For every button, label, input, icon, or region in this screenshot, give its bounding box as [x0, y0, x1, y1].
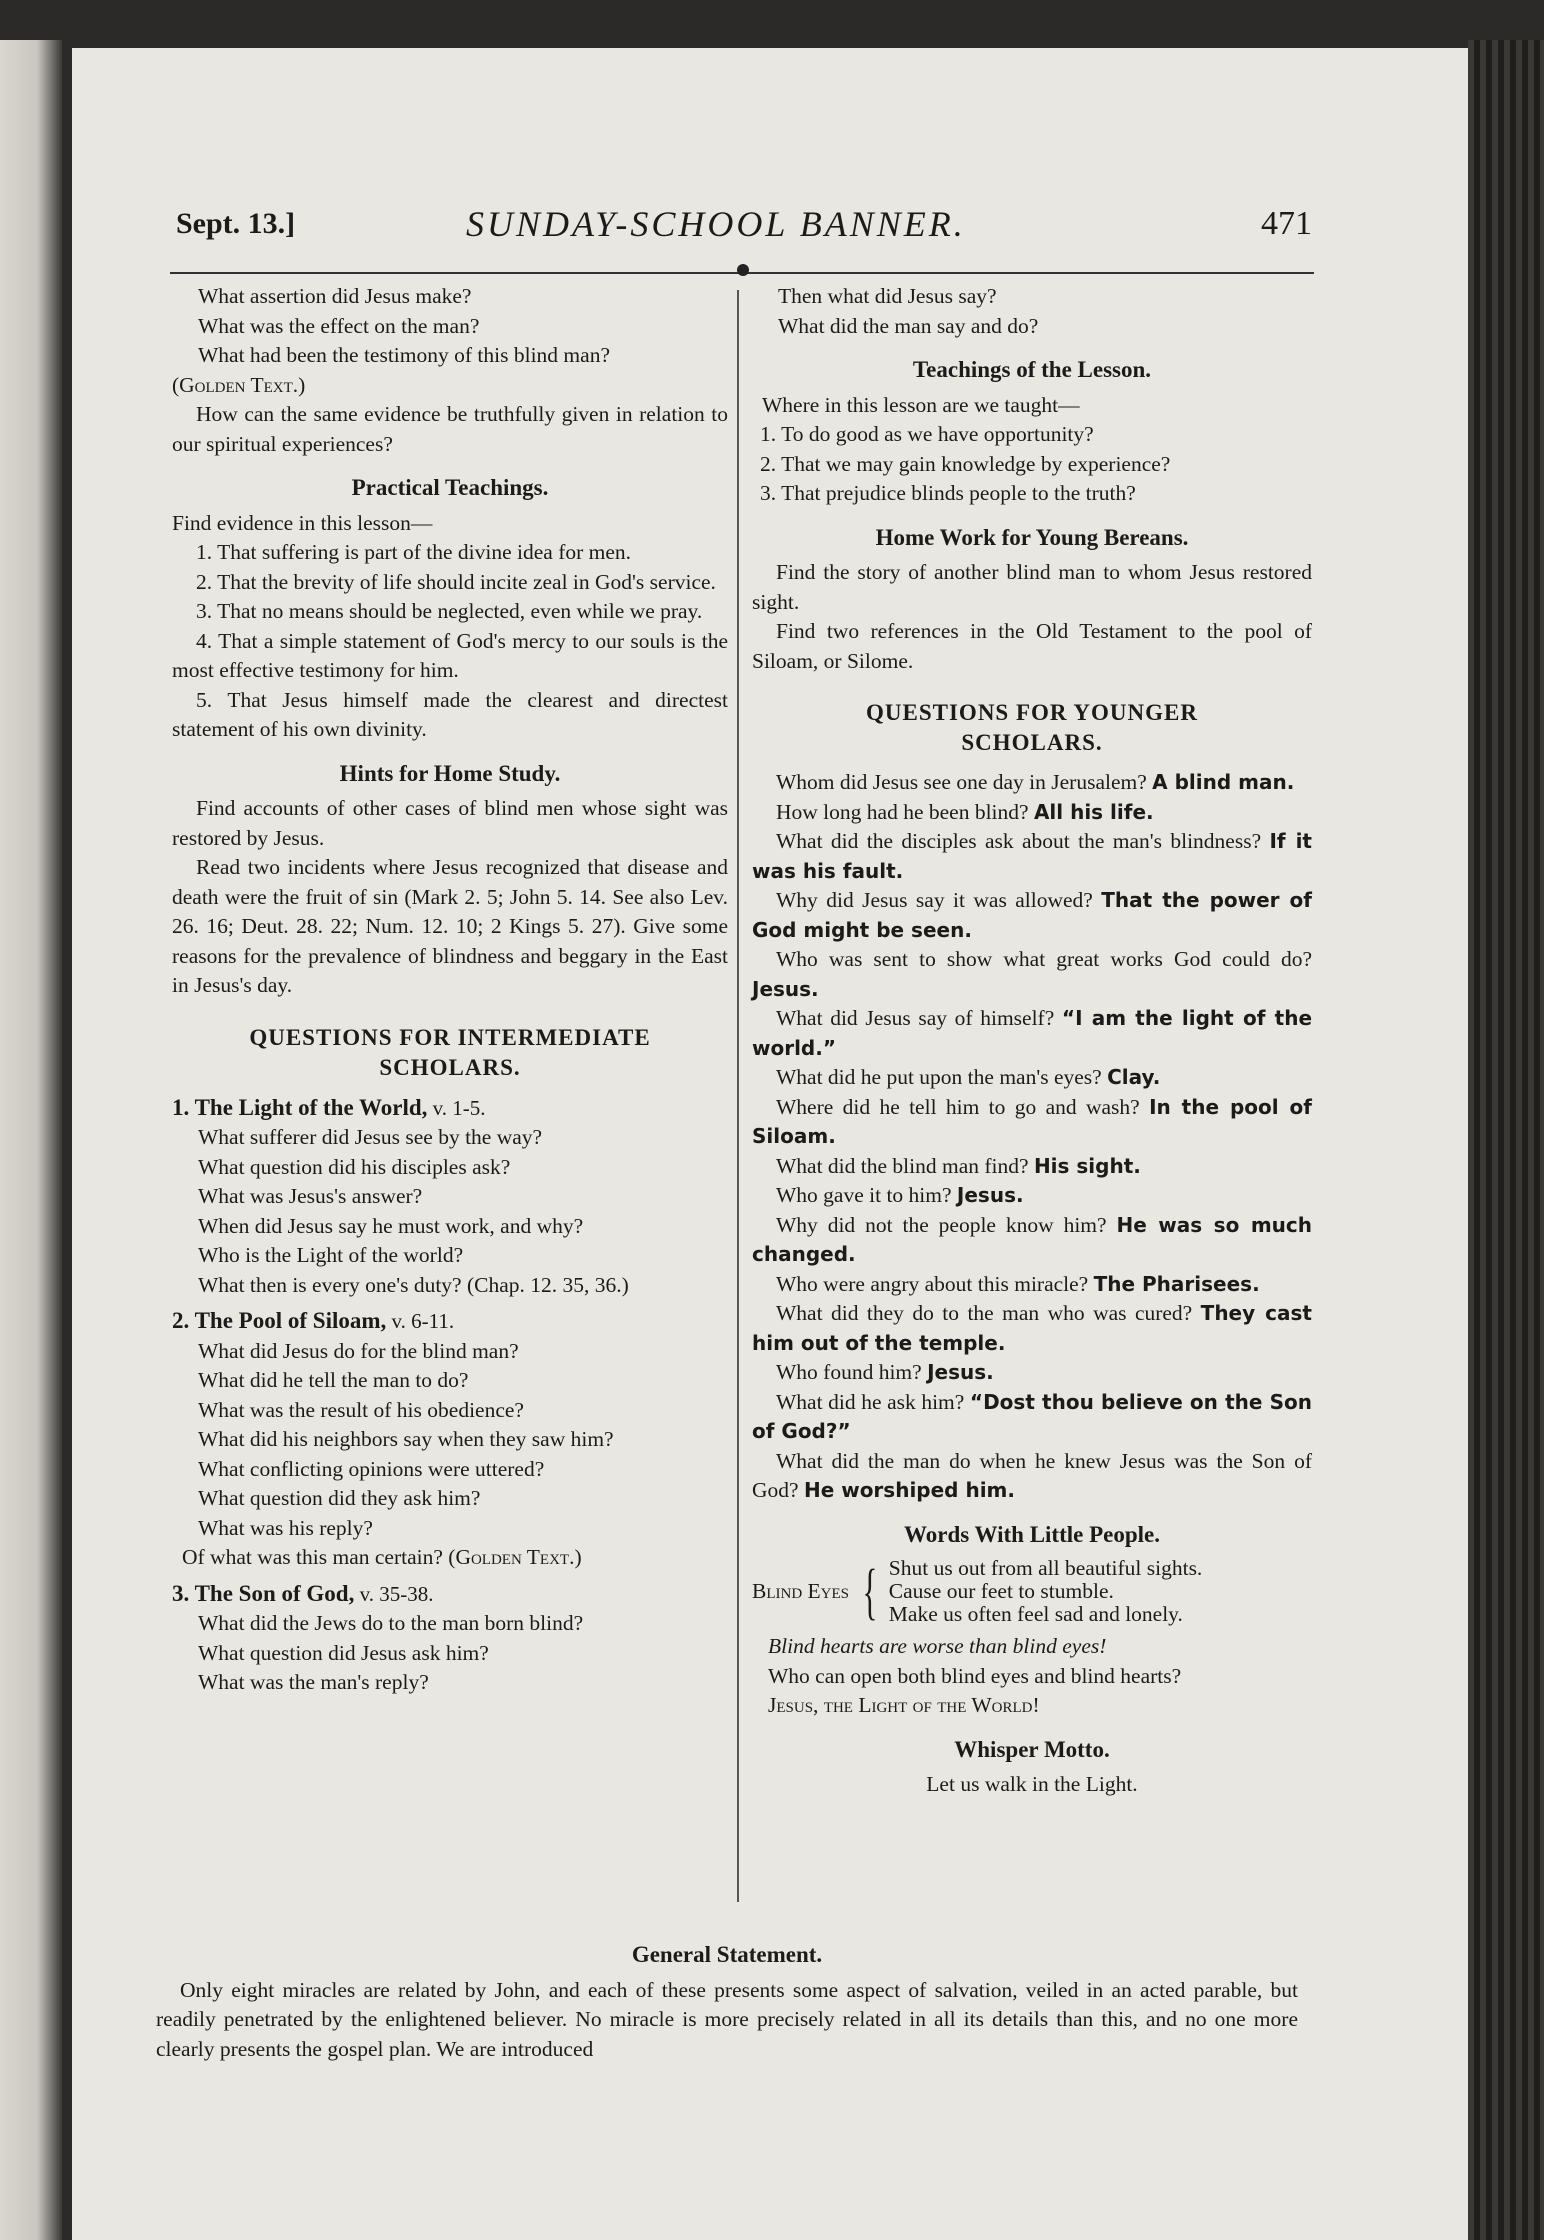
qa-item: What did the blind man find? His sight.	[776, 1153, 1141, 1178]
question: What question did his disciples ask?	[198, 1154, 511, 1179]
poem-label: Blind Eyes	[752, 1578, 850, 1603]
teachings-item: 1. To do good as we have opportunity?	[760, 422, 1094, 446]
question: What did his neighbors say when they saw him?	[198, 1427, 614, 1451]
brace-glyph: {	[862, 1557, 878, 1626]
question: What question did they ask him?	[198, 1486, 481, 1510]
qa-item: What did he put upon the man's eyes? Clay.	[776, 1065, 1161, 1089]
teachings-intro: Where in this lesson are we taught—	[762, 392, 1080, 417]
question: What did the Jews do to the man born blind?	[198, 1611, 584, 1635]
qa-item: Who gave it to him? Jesus.	[776, 1183, 1024, 1207]
qa-item: Who were angry about this miracle? The Pharisees.	[776, 1271, 1260, 1296]
words-heading: Words With Little People.	[904, 1521, 1160, 1547]
qa-item: What did the man do when he knew Jesus was the Son of God? He worshiped him.	[752, 1448, 1312, 1502]
question: Who is the Light of the world?	[198, 1243, 464, 1267]
qa-item: Why did Jesus say it was allowed? That the power of God might be seen.	[752, 888, 1312, 942]
header-date: Sept. 13.]	[176, 207, 296, 240]
general-statement	[156, 1940, 1298, 2064]
poem-question: Who can open both blind eyes and blind hearts?	[768, 1663, 1182, 1688]
qa-item: Who was sent to show what great works God could do? Jesus.	[752, 947, 1312, 1001]
poem-line: Make us often feel sad and lonely.	[888, 1602, 1183, 1626]
teachings-heading: Teachings of the Lesson.	[912, 357, 1152, 382]
column-divider	[737, 290, 739, 1902]
right-column	[752, 282, 1312, 1800]
left-column	[172, 282, 728, 1698]
header-title: SUNDAY-SCHOOL BANNER.	[466, 204, 966, 244]
motto-text: Let us walk in the Light.	[926, 1772, 1138, 1796]
question: What question did Jesus ask him?	[198, 1640, 489, 1665]
motto-heading: Whisper Motto.	[954, 1736, 1110, 1762]
general-statement-heading: General Statement.	[631, 1942, 823, 1967]
question: What sufferer did Jesus see by the way?	[198, 1125, 543, 1149]
book-edge	[1468, 40, 1544, 2240]
poem	[752, 1557, 1312, 1626]
qa-item: Who found him? Jesus.	[776, 1360, 994, 1384]
hints-heading: Hints for Home Study.	[339, 760, 561, 786]
header-ornament	[737, 264, 749, 276]
qa-item: Whom did Jesus see one day in Jerusalem? A blind man.	[776, 770, 1295, 794]
question: What was his reply?	[198, 1515, 373, 1540]
intermediate-heading: QUESTIONS FOR INTERMEDIATE SCHOLARS.	[249, 1024, 651, 1080]
question: What was Jesus's answer?	[198, 1184, 423, 1208]
practical-item: 3. That no means should be neglected, even while we pray.	[196, 599, 703, 623]
poem-italic-line: Blind hearts are worse than blind eyes!	[768, 1634, 1107, 1658]
page-number: 471	[1261, 205, 1312, 242]
question: What was the result of his obedience?	[198, 1397, 524, 1422]
teachings-item: 3. That prejudice blinds people to the truth?	[760, 481, 1136, 505]
qa-item: What did they do to the man who was cured? They cast him out of the temple.	[752, 1301, 1312, 1355]
hints-paragraph: Find accounts of other cases of blind men whose sight was restored by Jesus.	[172, 796, 728, 850]
section-heading: 2. The Pool of Siloam, v. 6-11.	[172, 1308, 455, 1333]
practical-item: 2. That the brevity of life should incite zeal in God's service.	[196, 569, 716, 594]
poem-line: Cause our feet to stumble.	[888, 1579, 1114, 1603]
question: What then is every one's duty? (Chap. 12. 35, 36.)	[198, 1272, 629, 1297]
qa-item: Where did he tell him to go and wash? In the pool of Siloam.	[752, 1094, 1312, 1148]
teachings-item: 2. That we may gain knowledge by experience?	[760, 451, 1171, 476]
question: What did the man say and do?	[778, 313, 1039, 338]
reference: (Golden Text.)	[172, 372, 306, 397]
section-heading: 3. The Son of God, v. 35-38.	[172, 1580, 434, 1606]
question: What was the effect on the man?	[198, 313, 480, 338]
poem-answer: Jesus, the Light of the World!	[768, 1693, 1040, 1717]
younger-heading: QUESTIONS FOR YOUNGER SCHOLARS.	[866, 700, 1198, 755]
qa-item: What did Jesus say of himself? “I am the light of the world.”	[752, 1006, 1313, 1060]
question: What assertion did Jesus make?	[198, 284, 472, 308]
qa-item: What did he ask him? “Dost thou believe on the Son of God?”	[752, 1389, 1313, 1443]
practical-item: 4. That a simple statement of God's mercy to our souls is the most effective testimony for him.	[172, 628, 728, 682]
question: What did he tell the man to do?	[198, 1368, 469, 1392]
question: What was the man's reply?	[198, 1670, 429, 1694]
general-statement-text: Only eight miracles are related by John, and each of these presents some aspect of salvation, veiled in an acted parable, but readily penetrated by the enlightened believer. No miracle is more precisely related in all its details than this, and no one more clearly presents the gospel plan. We are introduced	[156, 1977, 1298, 2061]
question-paragraph: How can the same evidence be truthfully given in relation to our spiritual experiences?	[172, 402, 728, 456]
qa-item: How long had he been blind? All his life.	[776, 799, 1154, 824]
practical-intro: Find evidence in this lesson—	[172, 510, 433, 535]
section-heading: 1. The Light of the World, v. 1-5.	[172, 1094, 486, 1120]
left-page-edge	[0, 40, 62, 2240]
running-header	[176, 203, 1312, 263]
practical-item: 1. That suffering is part of the divine idea for men.	[196, 540, 632, 564]
question: When did Jesus say he must work, and why?	[198, 1213, 584, 1238]
question: What conflicting opinions were uttered?	[198, 1456, 545, 1481]
question: What did Jesus do for the blind man?	[198, 1338, 519, 1363]
question: What had been the testimony of this blind man?	[198, 343, 610, 367]
question: Of what was this man certain? (Golden Text.)	[182, 1545, 582, 1569]
homework-paragraph: Find the story of another blind man to whom Jesus restored sight.	[752, 560, 1312, 614]
qa-item: Why did not the people know him? He was so much changed.	[752, 1212, 1313, 1266]
qa-item: What did the disciples ask about the man's blindness? If it was his fault.	[752, 829, 1312, 883]
homework-paragraph: Find two references in the Old Testament to the pool of Siloam, or Silome.	[752, 619, 1312, 673]
poem-line: Shut us out from all beautiful sights.	[888, 1556, 1203, 1580]
homework-heading: Home Work for Young Bereans.	[875, 524, 1189, 550]
practical-item: 5. That Jesus himself made the clearest and directest statement of his own divinity.	[172, 687, 728, 741]
hints-paragraph: Read two incidents where Jesus recognized that disease and death were the fruit of sin (Mark 2. 5; John 5. 14. See also Lev. 26. 16; Deut. 28. 22; Num. 12. 10; 2 Kings 5. 27). Give some reasons for the prevalence of blindness and beggary in the East in Jesus's day.	[172, 855, 728, 997]
question: Then what did Jesus say?	[778, 284, 997, 308]
practical-teachings-heading: Practical Teachings.	[351, 475, 549, 500]
